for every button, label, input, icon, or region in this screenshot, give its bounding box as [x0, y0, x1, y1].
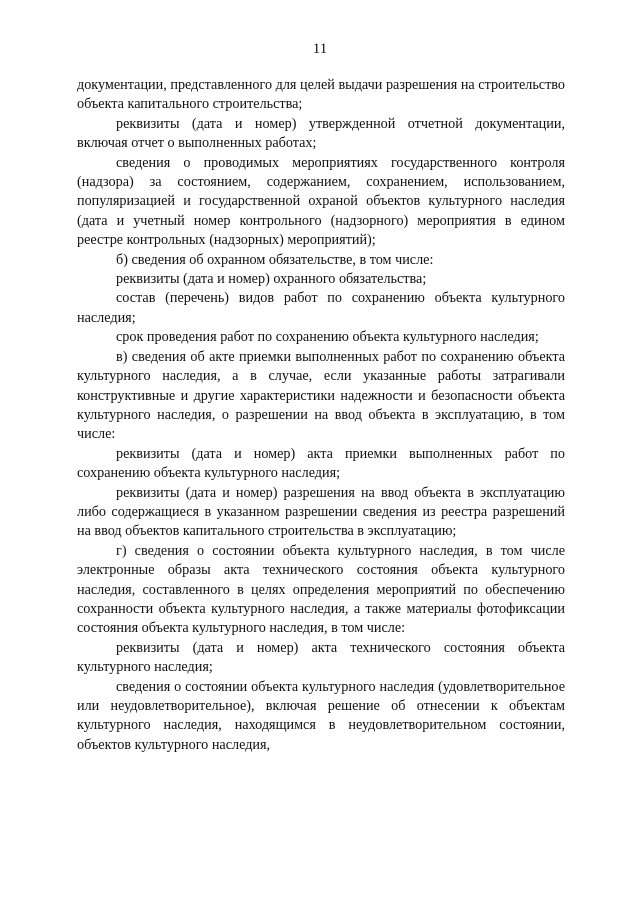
- paragraph: в) сведения об акте приемки выполненных работ по сохранению объекта культурного наследия, а в случае, если указанные работы затрагивали конструктивные и другие характеристики надежности и безопасности объекта культурного наследия, о разрешении на ввод объекта в эксплуатацию, в том числе:: [77, 348, 565, 443]
- paragraph: состав (перечень) видов работ по сохранению объекта культурного наследия;: [77, 290, 565, 326]
- page-number: 11: [312, 41, 328, 57]
- paragraph: документации, представленного для целей выдачи разрешения на строительство объекта капитального строительства;: [77, 77, 565, 113]
- paragraph: б) сведения об охранном обязательстве, в том числе:: [116, 251, 434, 268]
- paragraph: реквизиты (дата и номер) утвержденной отчетной документации, включая отчет о выполненных работах;: [77, 115, 565, 152]
- paragraph: реквизиты (дата и номер) акта технического состояния объекта культурного наследия;: [77, 639, 565, 676]
- paragraph: сведения о проводимых мероприятиях государственного контроля (надзора) за состоянием, содержанием, сохранением, использованием, популяризацией и государственной охраной объектов культурного наследия (дата и учетный номер контрольного (надзорного) мероприятия в едином реестре контрольных (надзорных) мероприятий);: [77, 154, 565, 249]
- paragraph: реквизиты (дата и номер) разрешения на ввод объекта в эксплуатацию либо содержащиеся в указанном разрешении сведения из реестра разрешений на ввод объектов капитального строительства в эксплуатацию;: [77, 484, 565, 540]
- paragraph: сведения о состоянии объекта культурного наследия (удовлетворительное или неудовлетворительное), включая решение об отнесении к объектам культурного наследия, находящимся в неудовлетворительном состоянии, объектов культурного наследия,: [77, 678, 565, 753]
- paragraph: реквизиты (дата и номер) акта приемки выполненных работ по сохранению объекта культурного наследия;: [77, 445, 565, 482]
- paragraph: г) сведения о состоянии объекта культурного наследия, в том числе электронные образы акта технического состояния объекта культурного наследия, составленного в целях определения мероприятий по обеспечению сохранности объекта культурного наследия, а также материалы фотофиксации состояния объекта культурного наследия, в том числе:: [77, 542, 565, 637]
- paragraph: реквизиты (дата и номер) охранного обязательства;: [116, 271, 427, 288]
- paragraph: срок проведения работ по сохранению объекта культурного наследия;: [116, 329, 539, 346]
- document-body: [77, 76, 565, 755]
